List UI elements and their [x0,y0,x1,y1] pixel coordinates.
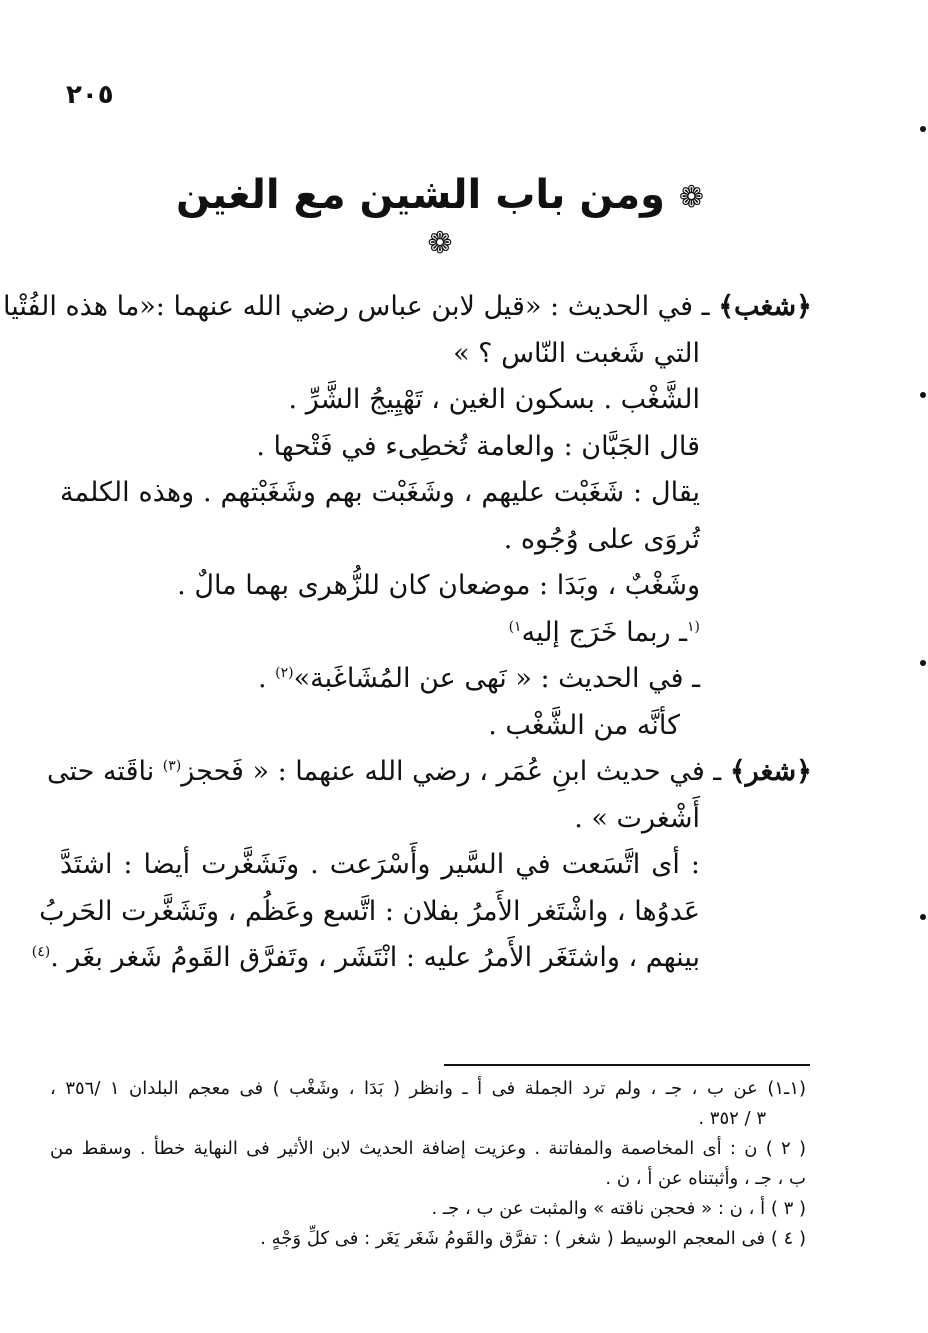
headword-shaghar: ﴿شغر﴾ [729,756,812,787]
text-span: ـ في الحديث : «قيل لابن عباس رضي الله عنهما :«ما هذه الفُتْيا [2,291,710,322]
footnote-3: ( ٣ ) أ ، ن : « فحجن ناقته » والمثبت عن ب ، جـ . [431,1198,806,1219]
chapter-title [170,172,710,264]
footnote-2-line: ب ، جـ ، وأثبتناه عن أ ، ن . [605,1168,806,1189]
footnote-divider [444,1064,810,1066]
text-span: ـ في الحديث : « نَهى عن المُشَاغَبة» [293,663,700,694]
entry-shaghab-line: وشَغْبٌ ، وبَدَا : موضعان كان للزُّهرى بهما مالٌ . [177,570,700,601]
entry-shaghab-line [60,656,812,703]
scan-edge-mark [920,126,926,132]
text-span: . [257,663,276,694]
entry-shaghab-line: التي شَغبت النّاس ؟ » [453,337,700,369]
text-span: ـ ربما خَرَج إليه [521,616,687,648]
text-span: ـ في حديث ابنِ عُمَر ، رضي الله عنهما : « فَحجز [181,756,722,787]
entry-shaghab-line: يقال : شَغَبْت عليهم ، وشَغَبْت بهم وشَغَبْتهم . وهذه الكلمة [60,477,700,508]
footnote-ref: (٢) [275,665,294,681]
footnotes [50,1074,806,1254]
chapter-title-text: ومن باب الشين مع الغين [175,172,665,218]
entry-shaghar-line [47,749,812,796]
footnote-ref: (٤) [31,944,51,960]
entry-shaghab-line: كأنَّه من الشَّغْب . [488,709,680,741]
entry-shaghab-line [2,284,812,331]
text-span: ناقَته حتى [47,756,163,787]
footnote-1-line: (١ـ١) عن ب ، جـ ، ولم ترد الجملة فى أ ـ وانظر ( بَدَا ، وشَغْب ) فى معجم البلدان ١ /٣٥٦ ، [50,1078,807,1099]
entry-shaghar-line: : أى اتَّسَعت في السَّير وأَسْرَعت . وتَشَغَّرت أيضا : اشتَدَّ [60,849,700,880]
entry-shaghab-line: تُروَى على وُجُوه . [503,523,700,555]
entry-shaghar-line: عَدوُها ، واشْتَغر الأَمرُ بفلان : اتَّسع وعَظُم ، وتَشَغَّرت الحَربُ [39,895,700,927]
ornament-icon: ❁ [678,179,705,215]
scan-edge-mark [920,660,926,666]
entry-shaghab-line [60,610,812,657]
entry-shaghar-line [31,935,812,982]
scan-edge-mark [920,392,926,398]
headword-shaghab: ﴿شغب﴾ [718,291,812,322]
scan-edge-mark [920,914,926,920]
page-number: ٢٠٥ [66,80,114,110]
footnote-ref: (٣) [162,758,182,774]
ornament-icon: ❁ [427,225,453,261]
text-span: بينهم ، واشتَغَر الأَمرُ عليه : انْتَشَر ، وتَفرَّق القَومُ شَغر بغَر . [50,942,700,973]
footnote-4: ( ٤ ) فى المعجم الوسيط ( شغر ) : تفرَّق والقَومُ شَغَر يَغَر : فى كلِّ وَجْهٍ . [260,1228,806,1249]
main-text [2,284,812,982]
footnote-ref: ١) [508,618,522,635]
footnote-2-line: ( ٢ ) ن : أى المخاصمة والمفاتنة . وعزيت إضافة الحديث لابن الأثير فى النهاية خطأ . وسقط من [50,1138,807,1159]
entry-shaghab-line: قال الجَبَّان : والعامة تُخطِىء في فَتْحها . [256,430,700,462]
footnote-1-line: ٣ / ٣٥٢ . [698,1108,766,1129]
entry-shaghar-line: أَشْغرت » . [574,802,700,834]
footnote-ref: (١ [687,618,700,635]
entry-shaghab-line: الشَّغْب . بسكون الغين ، تَهْيِيجُ الشَّرِّ . [288,384,700,415]
